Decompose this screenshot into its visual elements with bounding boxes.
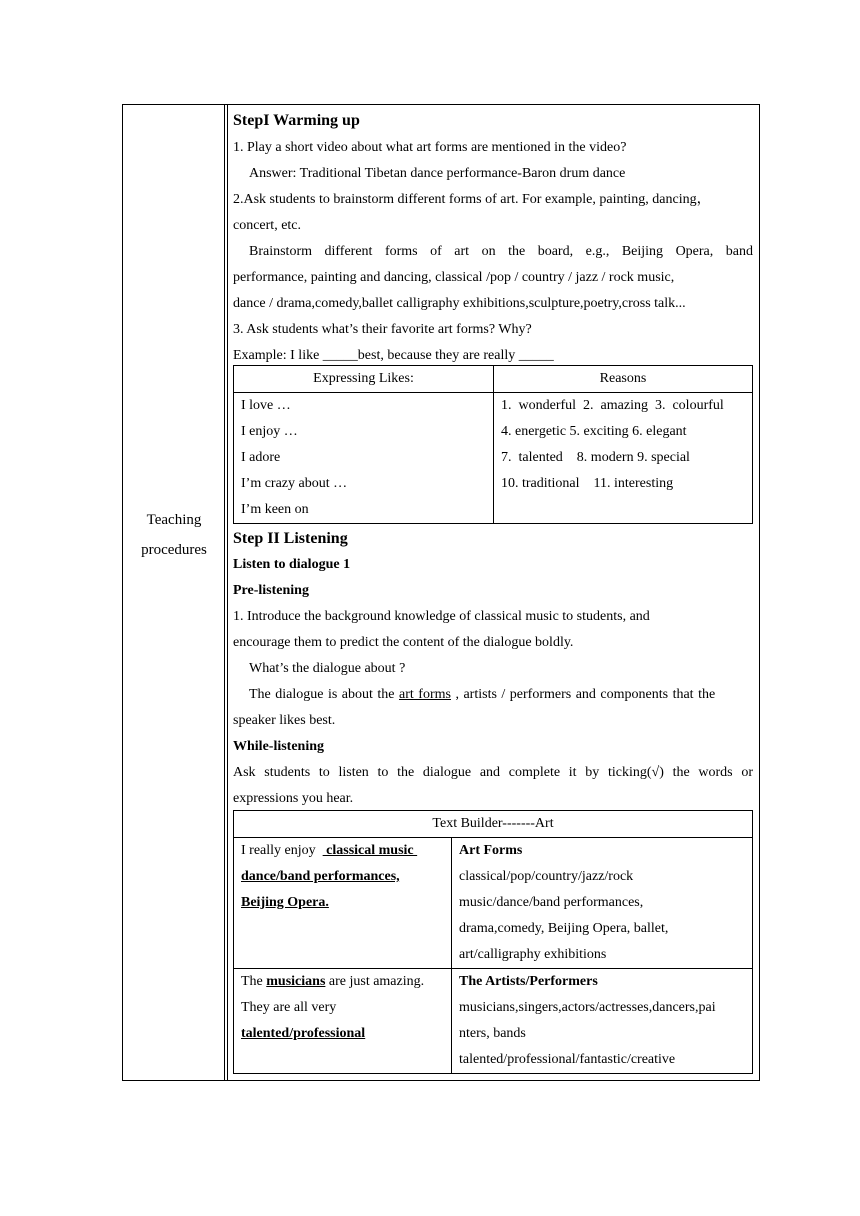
step2-line: What’s the dialogue about ? — [249, 661, 406, 676]
section-label — [123, 505, 225, 565]
step2-subheading: While-listening — [233, 739, 325, 754]
builder-left-cell — [234, 838, 452, 969]
builder-category-line: nters, bands — [459, 1026, 526, 1041]
step1-line: 3. Ask students what’s their favorite art forms? Why? — [233, 322, 532, 337]
likes-item: I adore — [241, 450, 281, 465]
builder-category-line: drama,comedy, Beijing Opera, ballet, — [459, 921, 669, 936]
reasons-item: 4. energetic 5. exciting 6. elegant — [501, 424, 687, 439]
likes-header: Expressing Likes: — [234, 366, 494, 393]
step2-line — [233, 682, 753, 708]
reasons-cell — [494, 393, 753, 524]
builder-left-cell — [234, 969, 452, 1074]
step1-line: Answer: Traditional Tibetan dance performance-Baron drum dance — [249, 166, 626, 181]
step1-line: Example: I like _____best, because they are really _____ — [233, 348, 554, 363]
step2-text: , artists / performers and components that the — [450, 687, 716, 702]
text-builder-header: Text Builder-------Art — [234, 811, 753, 838]
step1-line: 1. Play a short video about what art forms are mentioned in the video? — [233, 140, 627, 155]
builder-answer: classical music — [322, 843, 418, 858]
step2-line: expressions you hear. — [233, 791, 354, 806]
step1-line: Brainstorm different forms of art on the board, e.g., Beijing Opera, band — [249, 244, 753, 259]
column-divider — [227, 105, 228, 1080]
step1-line: concert, etc. — [233, 218, 302, 233]
builder-line — [241, 969, 444, 995]
section-label-line: Teaching — [146, 512, 202, 528]
step2-text: The dialogue is about the — [249, 687, 400, 702]
likes-item: I’m keen on — [241, 502, 309, 517]
section-label-line: procedures — [141, 542, 207, 558]
text-builder-table — [233, 810, 753, 1074]
builder-category-line: musicians,singers,actors/actresses,dancers,pai — [459, 1000, 716, 1015]
builder-line — [241, 838, 444, 864]
builder-answer: musicians — [266, 974, 326, 989]
builder-answer: talented/professional — [241, 1026, 366, 1041]
builder-line: They are all very — [241, 1000, 337, 1015]
builder-answer: dance/band performances, — [241, 869, 400, 884]
step2-line: 1. Introduce the background knowledge of classical music to students, and — [233, 609, 650, 624]
builder-text: The — [241, 974, 267, 989]
section-label-cell — [123, 105, 225, 1080]
builder-category-line: classical/pop/country/jazz/rock — [459, 869, 634, 884]
step2-line: Ask students to listen to the dialogue and complete it by ticking(√) the words or — [233, 765, 753, 780]
step2-line: encourage them to predict the content of the dialogue boldly. — [233, 635, 574, 650]
step1-line: performance, painting and dancing, classical /pop / country / jazz / rock music, — [233, 270, 675, 285]
builder-text: I really enjoy — [241, 843, 323, 858]
step1-line: 2.Ask students to brainstorm different forms of art. For example, painting, dancing， — [233, 192, 711, 207]
step2-title: Step II Listening — [233, 530, 348, 547]
likes-item: I love … — [241, 398, 291, 413]
step1-title: StepI Warming up — [233, 112, 360, 129]
step2-line: speaker likes best. — [233, 713, 336, 728]
builder-category-line: talented/professional/fantastic/creative — [459, 1052, 676, 1067]
reasons-header: Reasons — [494, 366, 753, 393]
builder-text: are just amazing. — [325, 974, 425, 989]
likes-item: I enjoy … — [241, 424, 298, 439]
builder-category-title: The Artists/Performers — [459, 974, 598, 989]
builder-category-line: music/dance/band performances, — [459, 895, 644, 910]
builder-category-title: Art Forms — [459, 843, 523, 858]
likes-item: I’m crazy about … — [241, 476, 348, 491]
reasons-item: 7. talented 8. modern 9. special — [501, 450, 690, 465]
builder-right-cell — [452, 969, 753, 1074]
lesson-plan-table — [122, 104, 760, 1081]
step1-line: dance / drama,comedy,ballet calligraphy exhibitions,sculpture,poetry,cross talk... — [233, 296, 686, 311]
step2-subheading: Pre-listening — [233, 583, 309, 598]
builder-right-cell — [452, 838, 753, 969]
art-forms-underlined: art forms — [399, 687, 451, 702]
builder-answer: Beijing Opera. — [241, 895, 329, 910]
reasons-item: 10. traditional 11. interesting — [501, 476, 674, 491]
builder-category-line: art/calligraphy exhibitions — [459, 947, 607, 962]
likes-cell — [234, 393, 494, 524]
step2-subheading: Listen to dialogue 1 — [233, 557, 351, 572]
likes-table — [233, 365, 753, 524]
reasons-item: 1. wonderful 2. amazing 3. colourful — [501, 398, 724, 413]
